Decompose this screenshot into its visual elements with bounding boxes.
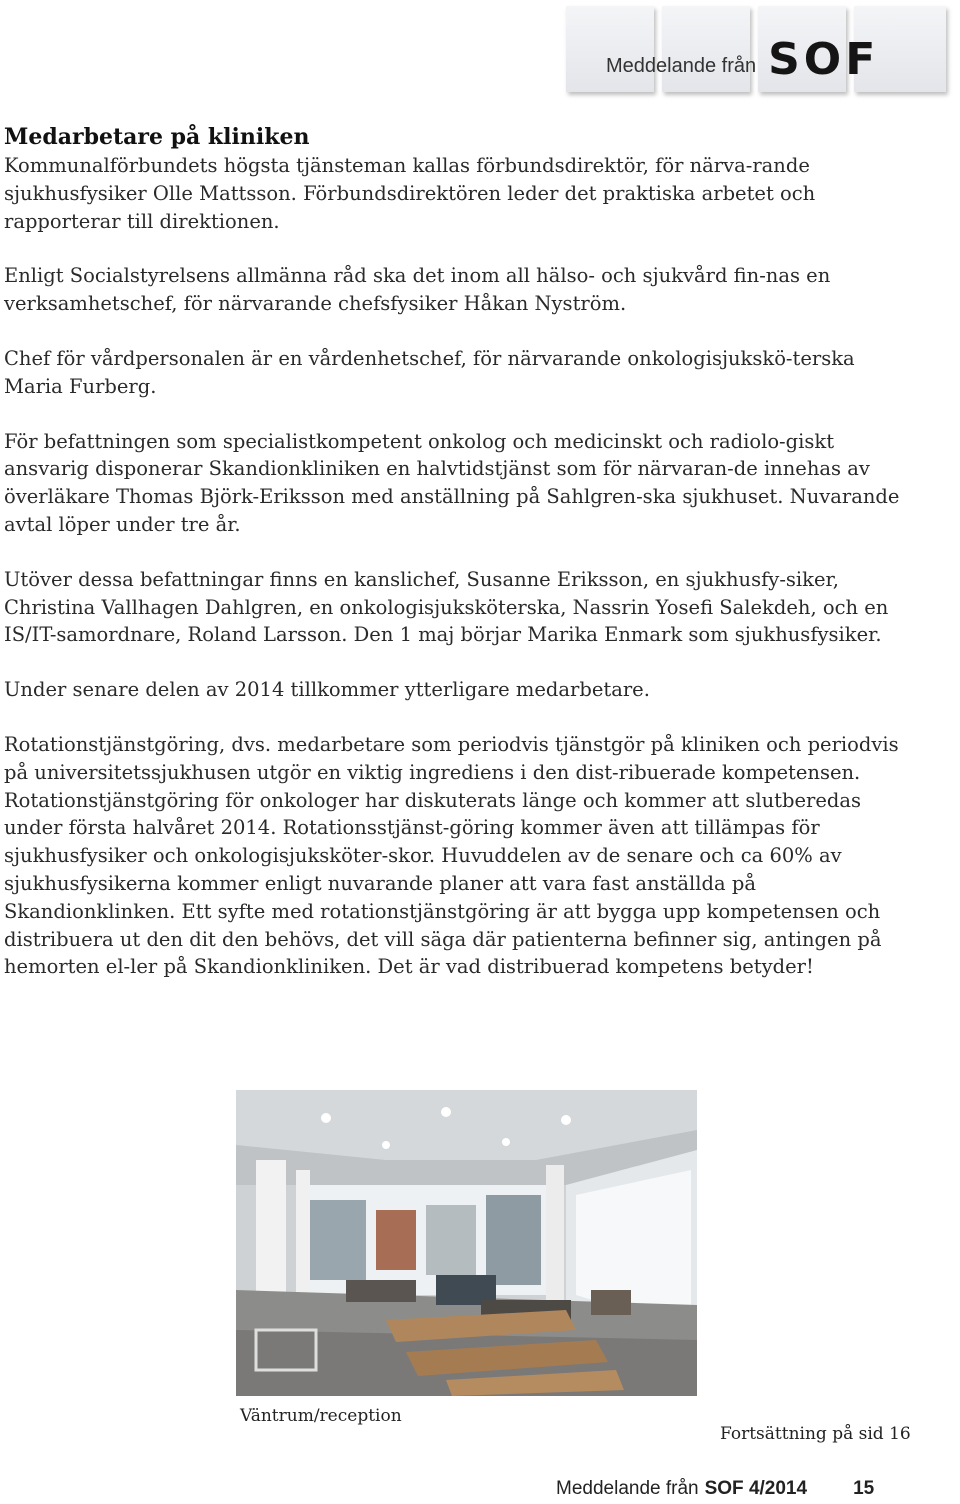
paragraph: Utöver dessa befattningar finns en kanslichef, Susanne Eriksson, en sjukhusfy-siker, Christina Vallhagen Dahlgren, en onkologisjuksköterska, Nassrin Yosefi Salekdeh, och en IS/IT-samordnare, Roland Larsson. Den 1 maj börjar Marika Enmark som sjukhusfysiker. xyxy=(4,567,889,647)
continued-note: Fortsättning på sid 16 xyxy=(720,1424,911,1444)
article-body xyxy=(4,122,916,1008)
page-footer xyxy=(556,1478,874,1500)
paragraph: Under senare delen av 2014 tillkommer ytterligare medarbetare. xyxy=(4,678,650,702)
article-heading: Medarbetare på kliniken xyxy=(4,124,310,150)
reception-photo xyxy=(236,1090,697,1396)
header-prefix: Meddelande från xyxy=(606,55,757,77)
photo-caption: Väntrum/reception xyxy=(240,1406,402,1426)
paragraph: Rotationstjänstgöring, dvs. medarbetare som periodvis tjänstgör på kliniken och periodvis på universitetssjukhusen utgör en viktig ingrediens i den dist-ribuerade kompetensen. Rotationstjänstgöring för onkologer har diskuterats länge och kommer att slutberedas under första halvåret 2014. Rotationsstjänst-göring kommer även att tillämpas för sjukhusfysiker och onkologisjuksköter-skor. Huvuddelen av de senare och ca 60% av sjukhusfysikerna kommer enligt nuvarande planer att vara fast anställda på Skandionklinken. Ett syfte med rotationstjänstgöring är att bygga upp kompetensen och distribuera ut den dit den behövs, det vill säga där patienterna befinner sig, antingen på hemorten el-ler på Skandionkliniken. Det är vad distribuerad kompetens betyder! xyxy=(4,732,899,979)
brand-logo: SOF xyxy=(768,34,880,85)
paragraph: Enligt Socialstyrelsens allmänna råd ska det inom all hälso- och sjukvård fin-nas en verksamhetschef, för närvarande chefsfysiker Håkan Nyström. xyxy=(4,264,831,316)
paragraph: Chef för vårdpersonalen är en vårdenhetschef, för närvarande onkologisjukskö-terska Maria Furberg. xyxy=(4,346,855,398)
paragraph: Kommunalförbundets högsta tjänsteman kallas förbundsdirektör, för närva-rande sjukhusfysiker Olle Mattsson. Förbundsdirektören leder det praktiska arbetet och rapporterar till direktionen. xyxy=(4,154,816,233)
page-number: 15 xyxy=(853,1478,875,1499)
footer-issue: SOF 4/2014 xyxy=(704,1478,808,1499)
page-header xyxy=(566,6,950,94)
paragraph: För befattningen som specialistkompetent onkolog och medicinskt och radiolo-giskt ansvarig disponerar Skandionkliniken en halvtidstjänst som för närvaran-de innehas av överläkare Thomas Björk-Eriksson med anställning på Sahlgren-ska sjukhuset. Nuvarande avtal löper under tre år. xyxy=(4,429,900,536)
header-title xyxy=(606,34,880,85)
footer-prefix: Meddelande från xyxy=(556,1478,699,1499)
